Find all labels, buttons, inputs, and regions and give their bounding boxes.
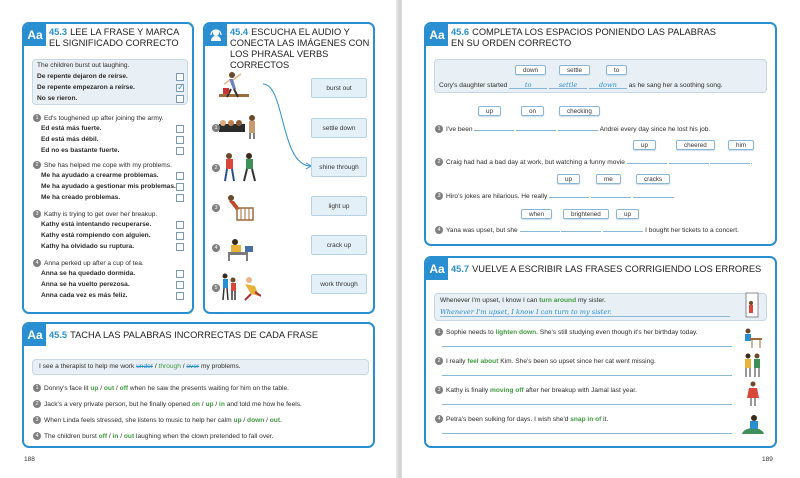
blank-input[interactable] [520,224,560,232]
item-sentence: 4 The children burst off / in / out laughing when the clown pretended to fall over. [33,432,273,441]
option: Ed está más débil. [41,136,99,143]
example-answer: Whenever I'm upset, I know I can turn to my sister. [440,308,730,317]
blank-input[interactable] [558,123,598,131]
checkbox[interactable] [176,172,184,180]
blank-input[interactable] [474,123,514,131]
item-number: 2 [212,164,220,172]
item-number: 1 [212,124,220,132]
sulking-illustration [740,408,766,436]
item-sentence: 4 Yana was upset, but she I bought her tickets to a concert. [435,224,739,235]
aa-badge: Aa [426,258,448,280]
phrase-tile[interactable]: settle down [311,118,367,138]
word-tag[interactable]: cracks [636,174,670,184]
aa-badge: Aa [24,24,46,46]
exercise-45-3 [22,22,194,314]
exercise-title: 45.3 LEE LA FRASE Y MARCA EL SIGNIFICADO CORRECTO [49,27,180,48]
item-sentence: 2 Jack's a very private person, but he finally opened on / up / in and told me how he feels. [33,400,302,409]
door-illustration [742,291,762,319]
exercise-45-5 [22,322,375,448]
blank-input[interactable] [561,224,601,232]
item-sentence: 2 I really feel about Kim. She's been so upset since her cat went missing. [435,357,656,366]
example-sentence: Cory's daughter started to settle down as he sang her a soothing song. [439,81,723,89]
item-sentence: 1 Sophie needs to lighten down. She's still studying even though it's her birthday today. [435,328,698,337]
right-page [402,0,800,478]
check-icon: ✓ [177,82,185,92]
page-number: 189 [762,456,773,463]
checkbox[interactable] [176,243,184,251]
checkbox[interactable] [176,194,184,202]
word-tag[interactable]: up [633,140,656,150]
option: Me ha ayudado a gestionar mis problemas. [41,183,176,190]
exercise-45-4 [203,22,375,314]
option: De repente empezaron a reírse. [37,84,135,91]
word-tag[interactable]: to [606,65,627,75]
desk-illustration [742,326,762,348]
exercise-title: 45.5 TACHA LAS PALABRAS INCORRECTAS DE CADA FRASE [49,330,319,340]
answer-line[interactable] [442,375,732,376]
option: Anna se ha quedado dormida. [41,270,136,277]
word-tag[interactable]: settle [559,65,590,75]
checkbox[interactable] [176,73,184,81]
option: Anna cada vez es más feliz. [41,292,128,299]
option: Kathy ha olvidado su ruptura. [41,243,135,250]
word-tag[interactable]: when [521,209,552,219]
item-sentence: 1 Donny's face lit up / out / off when he saw the presents waiting for him on the table. [33,384,289,393]
checkbox[interactable] [176,125,184,133]
exercise-45-6 [424,22,777,246]
phrase-tile[interactable]: burst out [311,78,367,98]
page-number: 188 [24,456,35,463]
word-tag[interactable]: brightened [563,209,609,219]
item-sentence: 4 Petra's been sulking for days. I wish she'd snap in of it. [435,415,608,424]
exercise-45-7 [424,256,777,448]
item-sentence: 1 Ed's toughened up after joining the army. [33,114,164,123]
exercise-title: 45.6 COMPLETA LOS ESPACIOS PONIENDO LAS PALABRAS EN SU ORDEN CORRECTO [451,27,716,48]
word-tag[interactable]: on [521,106,544,116]
checkbox[interactable] [176,221,184,229]
word-tag[interactable]: checking [559,106,600,116]
option: Anna se ha vuelto perezosa. [41,281,130,288]
option: Me ha ayudado a crearme problemas. [41,172,159,179]
woman-illustration [746,380,760,406]
item-number: 3 [212,204,220,212]
checkbox[interactable] [176,95,184,103]
checkbox[interactable] [176,281,184,289]
answer-line[interactable] [442,404,732,405]
option: De repente dejaron de reírse. [37,73,128,80]
answer-line[interactable] [442,433,732,434]
exercise-title: 45.4 ESCUCHA EL AUDIO Y CONECTA LAS IMÁGENES CON LOS PHRASAL VERBS CORRECTOS [230,27,370,70]
checkbox-checked[interactable] [176,84,184,92]
aa-badge: Aa [24,324,46,346]
item-sentence: 3 Kathy is trying to get over her breakup. [33,210,157,219]
phrase-tile[interactable]: crack up [311,235,367,255]
option: No se rieron. [37,95,78,102]
option: Ed está más fuerte. [41,125,102,132]
word-tag[interactable]: cheered [676,140,715,150]
word-tag[interactable]: down [515,65,546,75]
blank-input[interactable] [516,123,556,131]
option: Ed no es bastante fuerte. [41,147,120,154]
blank-input[interactable] [549,190,589,198]
option: Kathy está rompiendo con alguien. [41,232,151,239]
item-sentence: 3 Hiro's jokes are hilarious. He really . [435,190,675,201]
answer-line[interactable] [442,346,732,347]
blank-input[interactable] [669,156,709,164]
checkbox[interactable] [176,270,184,278]
item-sentence: 3 When Linda feels stressed, she listens to music to help her calm up / down / out. [33,416,282,425]
item-sentence: 2 Craig had had a bad day at work, but watching a funny movie . [435,156,752,167]
phrase-tile[interactable]: work through [311,274,367,294]
word-tag[interactable]: up [616,209,639,219]
checkbox[interactable] [176,183,184,191]
example-sentence: Whenever I'm upset, I know I can turn around my sister. [440,297,606,304]
blank-input[interactable] [710,156,750,164]
item-sentence: 3 Kathy is finally moving off after her breakup with Jamal last year. [435,386,637,395]
option: Me ha creado problemas. [41,194,121,201]
example-sentence: The children burst out laughing. [37,62,130,69]
item-sentence: 1 I've been Andrei every day since he lost his job. [435,123,710,134]
word-tag[interactable]: up [478,106,501,116]
phrase-tile[interactable]: light up [311,196,367,216]
item-number: 4 [212,244,220,252]
phrase-tile[interactable]: shine through [311,157,367,177]
word-tag[interactable]: me [596,174,621,184]
checkbox[interactable] [176,147,184,155]
blank-input[interactable] [627,156,667,164]
item-sentence: 4 Anna perked up after a cup of tea. [33,259,144,268]
item-number: 5 [212,284,220,292]
aa-badge: Aa [426,24,448,46]
friends-illustration [742,352,764,378]
blank-input[interactable] [591,190,631,198]
item-sentence: 2 She has helped me cope with my problems. [33,161,172,170]
left-page [0,0,398,478]
checkbox[interactable] [176,292,184,300]
word-tag[interactable]: him [728,140,754,150]
exercise-title: 45.7 VUELVE A ESCRIBIR LAS FRASES CORRIGIENDO LOS ERRORES [451,264,762,274]
blank-input[interactable] [633,190,673,198]
blank-input[interactable] [603,224,643,232]
checkbox[interactable] [176,136,184,144]
option: Kathy está intentando recuperarse. [41,221,152,228]
checkbox[interactable] [176,232,184,240]
word-tag[interactable]: up [557,174,580,184]
example-sentence: I see a therapist to help me work under / through / over my problems. [39,363,241,370]
